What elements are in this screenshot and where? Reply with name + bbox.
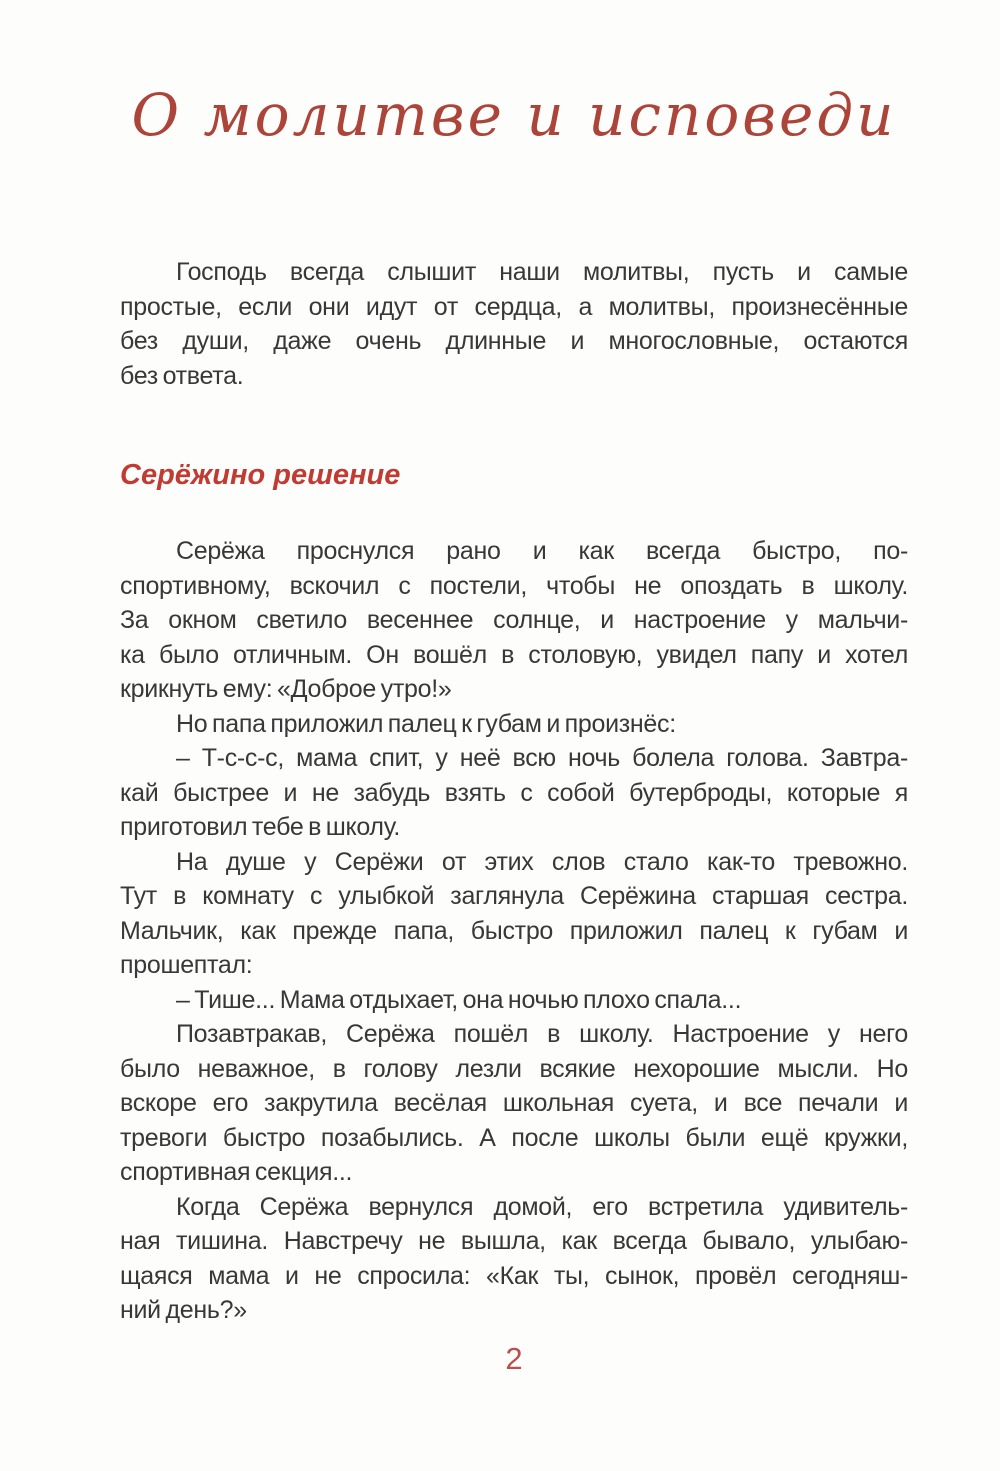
- text-line: прошептал:: [120, 951, 253, 979]
- text-line: кай быстрее и не забудь взять с собой бутерброды, которые я: [120, 778, 908, 807]
- text-line: приготовил тебе в школу.: [120, 813, 401, 841]
- text-line: Тут в комнату с улыбкой заглянула Серёжина старшая сестра.: [120, 882, 908, 910]
- page-number: 2: [505, 1340, 523, 1376]
- text-line: Серёжа проснулся рано и как всегда быстро, по-: [176, 537, 908, 565]
- text-line: Господь всегда слышит наши молитвы, пусть и самые: [176, 258, 908, 286]
- text-line: – Тише... Мама отдыхает, она ночью плохо спала...: [176, 985, 742, 1014]
- text-line: За окном светило весеннее солнце, и настроение у мальчи-: [120, 606, 908, 634]
- text-line: – Т-с-с-с, мама спит, у неё всю ночь болела голова. Завтра-: [176, 744, 908, 772]
- text-line: Когда Серёжа вернулся домой, его встретила удивитель-: [176, 1192, 908, 1221]
- text-line: без души, даже очень длинные и многословные, остаются: [120, 327, 908, 355]
- text-line: ний день?»: [120, 1296, 247, 1324]
- text-line: спортивная секция...: [120, 1158, 353, 1186]
- text-line: Мальчик, как прежде папа, быстро приложил палец к губам и: [120, 916, 908, 945]
- text-line: Но папа приложил палец к губам и произнёс:: [176, 709, 676, 738]
- story-heading: Серёжино решение: [120, 459, 401, 491]
- text-line: Позавтракав, Серёжа пошёл в школу. Настроение у него: [176, 1020, 908, 1048]
- text-line: простые, если они идут от сердца, а молитвы, произнесённые: [120, 292, 908, 321]
- text-line: тревоги быстро позабылись. А после школы были ещё кружки,: [120, 1123, 908, 1152]
- text-line: без ответа.: [120, 361, 244, 390]
- text-line: ная тишина. Навстречу не вышла, как всегда бывало, улыбаю-: [120, 1227, 908, 1255]
- chapter-title: О молитве и исповеди: [131, 81, 897, 149]
- text-line: спортивному, вскочил с постели, чтобы не опоздать в школу.: [120, 571, 908, 600]
- text-line: крикнуть ему: «Доброе утро!»: [120, 675, 452, 703]
- text-line: щаяся мама и не спросила: «Как ты, сынок, провёл сегодняш-: [120, 1261, 908, 1290]
- text-line: ка было отличным. Он вошёл в столовую, увидел папу и хотел: [120, 640, 908, 669]
- text-line: На душе у Серёжи от этих слов стало как-то тревожно.: [176, 847, 908, 876]
- text-line: вскоре его закрутила весёлая школьная суета, и все печали и: [120, 1089, 908, 1117]
- intro-paragraph: [120, 255, 908, 393]
- text-line: было неважное, в голову лезли всякие нехорошие мысли. Но: [120, 1054, 908, 1083]
- story-text: [120, 534, 908, 1328]
